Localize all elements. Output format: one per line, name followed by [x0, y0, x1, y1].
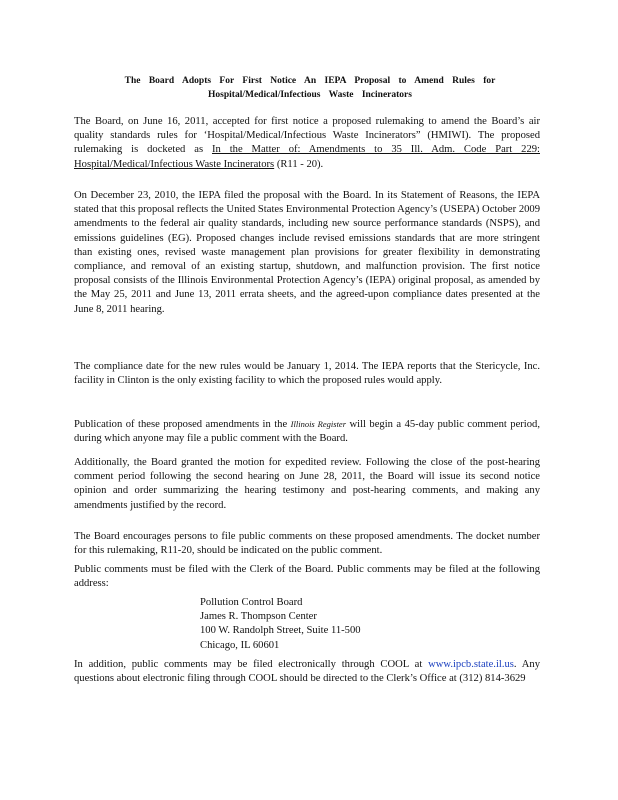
- paragraph-expedited-review: Additionally, the Board granted the motion for expedited review. Following the close of the post-hearing comment period following the second hearing on June 28, 2011, the Board will issue its second notice opinion and order summarizing the hearing testimony and post-hearing comments, and making any amendments justified by the record.: [74, 457, 540, 511]
- title-line-2: Hospital/Medical/Infectious Waste Incinerators: [208, 90, 412, 100]
- document-title: [95, 74, 525, 102]
- paragraph-encourage-comments: The Board encourages persons to file public comments on these proposed amendments. The docket number for this rulemaking, R11-20, should be indicated on the public comment.: [74, 531, 540, 557]
- paragraph-compliance-date: The compliance date for the new rules would be January 1, 2014. The IEPA reports that the Stericycle, Inc. facility in Clinton is the only existing facility to which the proposed rules would apply.: [74, 361, 540, 387]
- address-line-2: James R. Thompson Center: [200, 611, 317, 623]
- paragraph-acceptance-text: The Board, on June 16, 2011, accepted for first notice a proposed rulemaking to amend the Board’s air quality standards rules for ‘Hospital/Medical/Infectious Waste Incinerators” (HMIWI). The proposed rulemaking is docketed as: [74, 116, 540, 156]
- paragraph-electronic-filing: In addition, public comments may be filed electronically through COOL at www.ipcb.state.il.us. Any questions about electronic filing through COOL should be directed to the Clerk’s Office at (312) 814-3629: [74, 659, 540, 685]
- paragraph-proposal: On December 23, 2010, the IEPA filed the proposal with the Board. In its Statement of Reasons, the IEPA stated that this proposal reflects the United States Environmental Protection Agency’s (USEPA) October 2009 amendments to the federal air quality standards, including new source performance standards (NSPS), and emissions guidelines (EG). Proposed changes include revised emissions standards that are more stringent than existing ones, revised waste management plan provisions for greater flexibility in demonstrating compliance, and removal of an existing startup, shutdown, and malfunction provision. The first notice proposal consists of the Illinois Environmental Protection Agency’s (IEPA) original proposal, as amended by the May 25, 2011 and June 13, 2011 errata sheets, and the agreed-upon compliance dates presented at the June 8, 2011 hearing.: [74, 190, 540, 315]
- cool-website-link[interactable]: www.ipcb.state.il.us: [428, 659, 514, 670]
- paragraph-acceptance: [74, 115, 540, 172]
- paragraph-filing-address: Public comments must be filed with the Clerk of the Board. Public comments may be filed at the following address:: [74, 564, 540, 590]
- illinois-register: Illinois Register: [290, 419, 347, 429]
- docket-title: In the Matter of: Amendments to 35 Ill. Adm. Code Part 229: Hospital/Medical/Infectious Waste Incinerators: [74, 144, 540, 170]
- mailing-address: [200, 596, 361, 653]
- paragraph-publication: Publication of these proposed amendments in the Illinois Register will begin a 45-day public comment period, during which anyone may file a public comment with the Board.: [74, 419, 540, 445]
- address-line-1: Pollution Control Board: [200, 597, 303, 608]
- docket-number: (R11 - 20).: [274, 158, 324, 170]
- address-line-3: 100 W. Randolph Street, Suite 11-500: [200, 625, 361, 637]
- address-line-4: Chicago, IL 60601: [200, 639, 280, 651]
- title-line-1: The Board Adopts For First Notice An IEPA Proposal to Amend Rules for: [124, 76, 496, 86]
